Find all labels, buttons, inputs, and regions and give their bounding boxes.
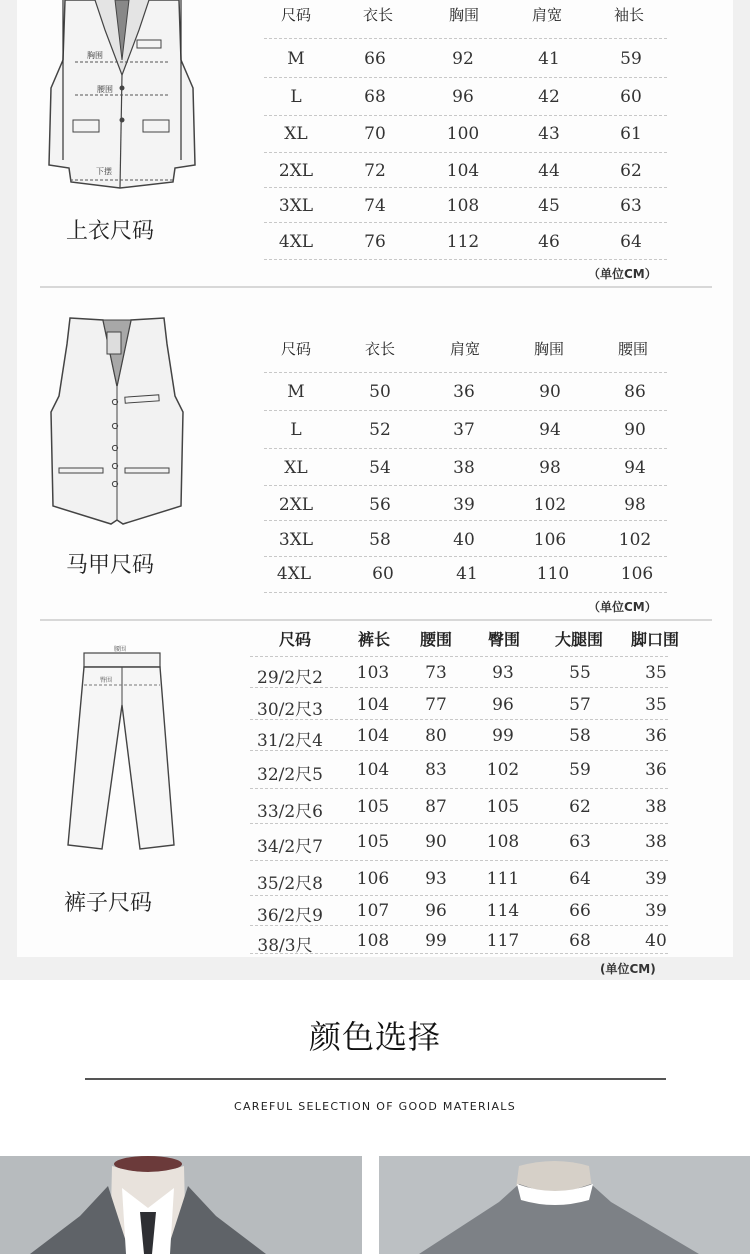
pants-size-label: 裤子尺码 bbox=[64, 891, 153, 916]
pants-cell: 83 bbox=[425, 760, 447, 780]
pants-header-hip: 臀围 bbox=[487, 630, 520, 649]
vest-cell: 3XL bbox=[278, 530, 314, 550]
pants-cell: 73 bbox=[425, 663, 447, 683]
product-photo-right bbox=[379, 1156, 750, 1254]
pants-header-hem: 脚口围 bbox=[630, 630, 679, 649]
jacket-header-length: 衣长 bbox=[362, 6, 393, 24]
vest-cell: 40 bbox=[453, 530, 475, 550]
vest-cell: 94 bbox=[539, 420, 561, 440]
jacket-header-chest: 胸围 bbox=[448, 6, 479, 24]
vest-cell: M bbox=[287, 382, 305, 402]
vest-cell: L bbox=[290, 420, 302, 440]
vest-header-length: 衣长 bbox=[364, 340, 395, 358]
jacket-cell: 96 bbox=[452, 87, 474, 107]
jacket-cell: 108 bbox=[446, 196, 480, 216]
pants-header-size: 尺码 bbox=[278, 630, 311, 649]
vest-cell: 58 bbox=[369, 530, 391, 550]
jacket-cell: 100 bbox=[446, 124, 480, 144]
jacket-size-label: 上衣尺码 bbox=[66, 219, 155, 244]
suit-front-image bbox=[0, 1156, 362, 1254]
pants-cell: 35 bbox=[645, 695, 667, 715]
pants-cell: 105 bbox=[486, 797, 520, 817]
pants-cell: 62 bbox=[569, 797, 591, 817]
vest-cell: 60 bbox=[372, 564, 394, 584]
pants-hip-label: 臀围 bbox=[100, 677, 113, 684]
vest-cell: 90 bbox=[539, 382, 561, 402]
pants-unit-note: (单位CM) bbox=[600, 962, 656, 976]
jacket-cell: 112 bbox=[446, 232, 480, 252]
pants-cell: 38 bbox=[645, 832, 667, 852]
pants-cell: 63 bbox=[569, 832, 591, 852]
vest-cell: 54 bbox=[369, 458, 391, 478]
vest-cell: 39 bbox=[453, 495, 475, 515]
vest-cell: 2XL bbox=[278, 495, 314, 515]
vest-cell: 102 bbox=[533, 495, 567, 515]
jacket-cell: 64 bbox=[620, 232, 642, 252]
vest-header-size: 尺码 bbox=[280, 340, 311, 358]
pants-cell: 96 bbox=[425, 901, 447, 921]
pants-cell: 36 bbox=[645, 726, 667, 746]
jacket-cell: 72 bbox=[364, 161, 386, 181]
jacket-cell: 42 bbox=[538, 87, 560, 107]
jacket-header-shoulder: 肩宽 bbox=[531, 6, 562, 24]
vest-cell: 94 bbox=[624, 458, 646, 478]
jacket-chest-label: 胸围 bbox=[87, 51, 103, 60]
jacket-illustration bbox=[45, 0, 200, 192]
pants-cell: 111 bbox=[486, 869, 520, 889]
jacket-hem-label: 下摆 bbox=[96, 167, 112, 176]
pants-cell: 93 bbox=[492, 663, 514, 683]
pants-cell: 29/2尺2 bbox=[257, 668, 323, 688]
pants-cell: 80 bbox=[425, 726, 447, 746]
pants-cell: 38 bbox=[645, 797, 667, 817]
color-selection-title: 颜色选择 bbox=[308, 1018, 441, 1056]
jacket-cell: 41 bbox=[538, 49, 560, 69]
pants-cell: 40 bbox=[645, 931, 667, 951]
jacket-waist-label: 腰围 bbox=[97, 85, 113, 94]
jacket-cell: 45 bbox=[538, 196, 560, 216]
jacket-cell: 46 bbox=[538, 232, 560, 252]
pants-header-waist: 腰围 bbox=[419, 630, 452, 649]
vest-cell: 41 bbox=[456, 564, 478, 584]
jacket-cell: 4XL bbox=[278, 232, 314, 252]
jacket-cell: 59 bbox=[620, 49, 642, 69]
jacket-cell: 61 bbox=[620, 124, 642, 144]
pants-cell: 104 bbox=[356, 760, 390, 780]
vest-header-waist: 腰围 bbox=[617, 340, 648, 358]
jacket-cell: M bbox=[287, 49, 305, 69]
pants-cell: 104 bbox=[356, 695, 390, 715]
vest-cell: 50 bbox=[369, 382, 391, 402]
jacket-cell: 2XL bbox=[278, 161, 314, 181]
pants-cell: 39 bbox=[645, 869, 667, 889]
pants-cell: 32/2尺5 bbox=[257, 765, 323, 785]
pants-cell: 99 bbox=[492, 726, 514, 746]
vest-size-label: 马甲尺码 bbox=[66, 553, 155, 578]
pants-cell: 33/2尺6 bbox=[257, 802, 323, 822]
pants-cell: 35/2尺8 bbox=[257, 874, 323, 894]
section-divider bbox=[40, 286, 712, 288]
pants-cell: 36/2尺9 bbox=[257, 906, 323, 926]
pants-cell: 34/2尺7 bbox=[257, 837, 323, 857]
pants-cell: 36 bbox=[645, 760, 667, 780]
pants-cell: 35 bbox=[645, 663, 667, 683]
jacket-cell: 60 bbox=[620, 87, 642, 107]
jacket-cell: 43 bbox=[538, 124, 560, 144]
pants-cell: 59 bbox=[569, 760, 591, 780]
suit-back-image bbox=[379, 1156, 750, 1254]
pants-cell: 106 bbox=[356, 869, 390, 889]
vest-cell: 56 bbox=[369, 495, 391, 515]
vest-cell: 4XL bbox=[276, 564, 312, 584]
pants-cell: 30/2尺3 bbox=[257, 700, 323, 720]
pants-cell: 90 bbox=[425, 832, 447, 852]
jacket-cell: 63 bbox=[620, 196, 642, 216]
pants-cell: 105 bbox=[356, 797, 390, 817]
vest-unit-note: （单位CM） bbox=[588, 600, 657, 614]
jacket-header-sleeve: 袖长 bbox=[613, 6, 644, 24]
pants-cell: 77 bbox=[425, 695, 447, 715]
pants-cell: 31/2尺4 bbox=[257, 731, 323, 751]
jacket-cell: 104 bbox=[446, 161, 480, 181]
pants-cell: 38/3尺 bbox=[257, 936, 313, 956]
vest-cell: 98 bbox=[624, 495, 646, 515]
jacket-cell: 74 bbox=[364, 196, 386, 216]
pants-cell: 99 bbox=[425, 931, 447, 951]
jacket-cell: 62 bbox=[620, 161, 642, 181]
jacket-cell: 68 bbox=[364, 87, 386, 107]
pants-cell: 57 bbox=[569, 695, 591, 715]
pants-waist-label: 腰围 bbox=[114, 646, 127, 653]
pants-cell: 105 bbox=[356, 832, 390, 852]
jacket-cell: 44 bbox=[538, 161, 560, 181]
vest-illustration bbox=[45, 316, 187, 528]
vest-cell: 102 bbox=[618, 530, 652, 550]
pants-cell: 66 bbox=[569, 901, 591, 921]
pants-cell: 87 bbox=[425, 797, 447, 817]
vest-cell: 110 bbox=[536, 564, 570, 584]
vest-cell: 106 bbox=[620, 564, 654, 584]
vest-cell: 52 bbox=[369, 420, 391, 440]
vest-cell: 98 bbox=[539, 458, 561, 478]
pants-cell: 55 bbox=[569, 663, 591, 683]
jacket-cell: 70 bbox=[364, 124, 386, 144]
pants-cell: 64 bbox=[569, 869, 591, 889]
vest-cell: XL bbox=[284, 458, 308, 478]
jacket-cell: 66 bbox=[364, 49, 386, 69]
pants-cell: 96 bbox=[492, 695, 514, 715]
pants-header-length: 裤长 bbox=[357, 630, 390, 649]
jacket-cell: 92 bbox=[452, 49, 474, 69]
pants-cell: 93 bbox=[425, 869, 447, 889]
pants-cell: 107 bbox=[356, 901, 390, 921]
pants-cell: 117 bbox=[486, 931, 520, 951]
vest-cell: 86 bbox=[624, 382, 646, 402]
vest-header-chest: 胸围 bbox=[533, 340, 564, 358]
pants-cell: 102 bbox=[486, 760, 520, 780]
jacket-unit-note: （单位CM） bbox=[588, 267, 657, 281]
vest-header-shoulder: 肩宽 bbox=[449, 340, 480, 358]
jacket-cell: 76 bbox=[364, 232, 386, 252]
jacket-cell: L bbox=[290, 87, 302, 107]
vest-cell: 38 bbox=[453, 458, 475, 478]
pants-header-thigh: 大腿围 bbox=[554, 630, 603, 649]
jacket-cell: XL bbox=[284, 124, 308, 144]
title-divider bbox=[85, 1078, 666, 1080]
product-photo-left bbox=[0, 1156, 362, 1254]
pants-cell: 68 bbox=[569, 931, 591, 951]
jacket-cell: 3XL bbox=[278, 196, 314, 216]
pants-cell: 114 bbox=[486, 901, 520, 921]
section-divider bbox=[40, 619, 712, 621]
vest-cell: 37 bbox=[453, 420, 475, 440]
pants-cell: 103 bbox=[356, 663, 390, 683]
pants-cell: 58 bbox=[569, 726, 591, 746]
pants-illustration bbox=[62, 645, 180, 853]
vest-cell: 36 bbox=[453, 382, 475, 402]
vest-cell: 90 bbox=[624, 420, 646, 440]
pants-cell: 108 bbox=[356, 931, 390, 951]
pants-cell: 104 bbox=[356, 726, 390, 746]
vest-cell: 106 bbox=[533, 530, 567, 550]
jacket-header-size: 尺码 bbox=[280, 6, 311, 24]
pants-cell: 39 bbox=[645, 901, 667, 921]
pants-cell: 108 bbox=[486, 832, 520, 852]
color-selection-subtitle: CAREFUL SELECTION OF GOOD MATERIALS bbox=[234, 1100, 516, 1113]
